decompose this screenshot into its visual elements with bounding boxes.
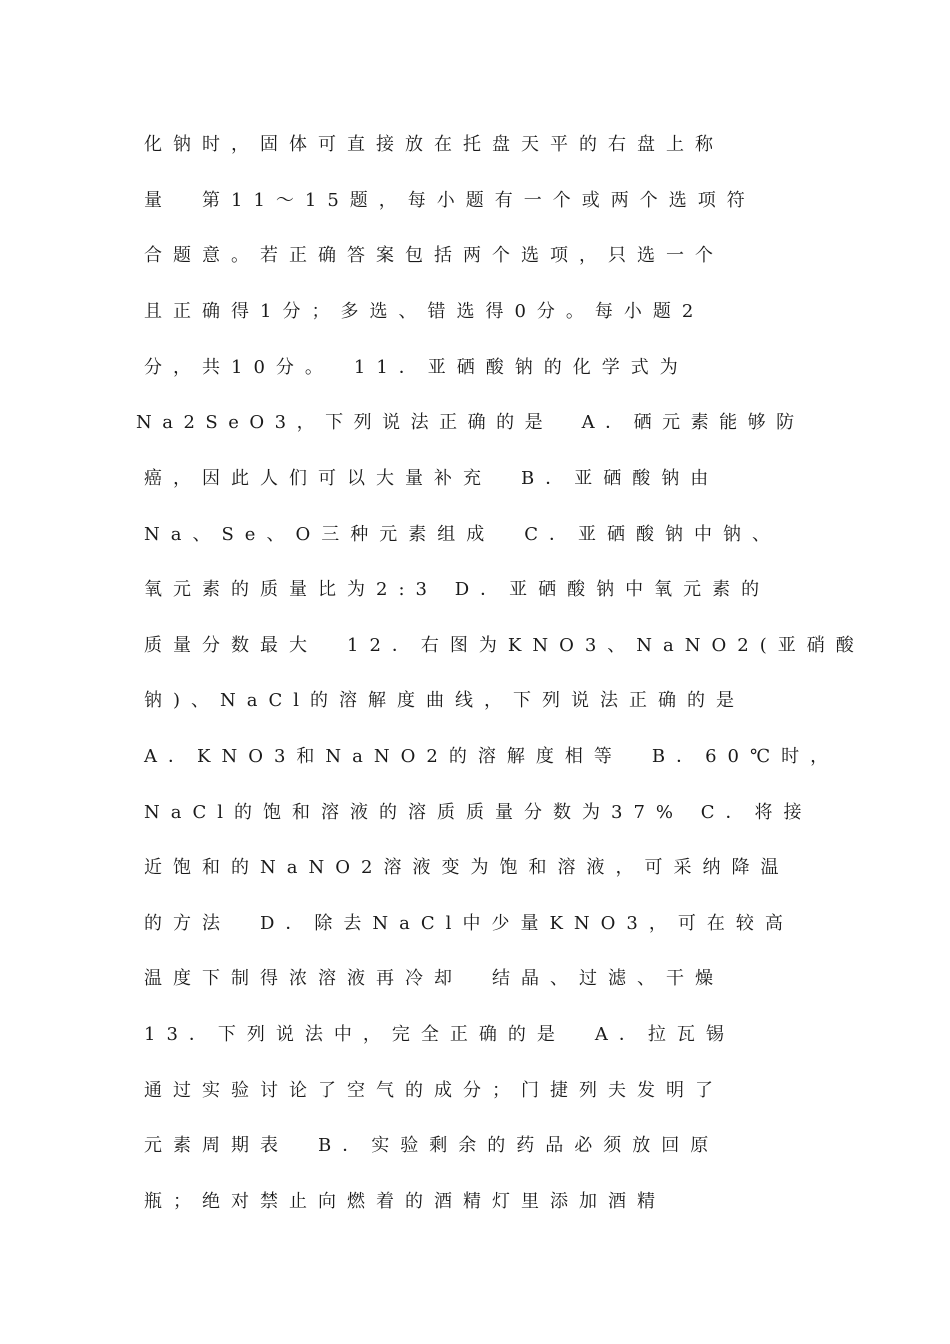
text-line-10: 质量分数最大 12．右图为KNO3、NaNO2(亚硝酸 xyxy=(144,635,865,656)
text-line-16: 温度下制得浓溶液再冷却 结晶、过滤、干燥 xyxy=(144,968,724,989)
text-line-3: 合题意。若正确答案包括两个选项，只选一个 xyxy=(144,245,724,266)
text-line-20: 瓶；绝对禁止向燃着的酒精灯里添加酒精 xyxy=(144,1191,666,1212)
text-line-15: 的方法 D．除去NaCl中少量KNO3，可在较高 xyxy=(144,913,794,934)
text-line-12: A．KNO3和NaNO2的溶解度相等 B．60℃时， xyxy=(144,746,840,767)
text-line-13: NaCl的饱和溶液的溶质质量分数为37% C．将接 xyxy=(144,802,813,823)
text-line-9: 氧元素的质量比为2:3 D．亚硒酸钠中氧元素的 xyxy=(144,579,771,600)
text-line-8: Na、Se、O三种元素组成 C．亚硒酸钠中钠、 xyxy=(144,524,781,545)
text-line-18: 通过实验讨论了空气的成分；门捷列夫发明了 xyxy=(144,1080,724,1101)
text-line-5: 分，共10分。 11．亚硒酸钠的化学式为 xyxy=(144,357,689,378)
text-line-17: 13．下列说法中，完全正确的是 A．拉瓦锡 xyxy=(144,1024,735,1045)
text-line-14: 近饱和的NaNO2溶液变为饱和溶液，可采纳降温 xyxy=(144,857,790,878)
text-line-19: 元素周期表 B．实验剩余的药品必须放回原 xyxy=(144,1135,720,1156)
text-line-7: 癌，因此人们可以大量补充 B．亚硒酸钠由 xyxy=(144,468,720,489)
text-line-4: 且正确得1分；多选、错选得0分。每小题2 xyxy=(144,301,705,322)
text-line-11: 钠)、NaCl的溶解度曲线，下列说法正确的是 xyxy=(144,690,746,711)
text-line-1: 化钠时，固体可直接放在托盘天平的右盘上称 xyxy=(144,134,724,155)
text-line-6: Na2SeO3，下列说法正确的是 A．硒元素能够防 xyxy=(136,412,805,433)
text-line-2: 量 第11～15题，每小题有一个或两个选项符 xyxy=(144,190,756,211)
